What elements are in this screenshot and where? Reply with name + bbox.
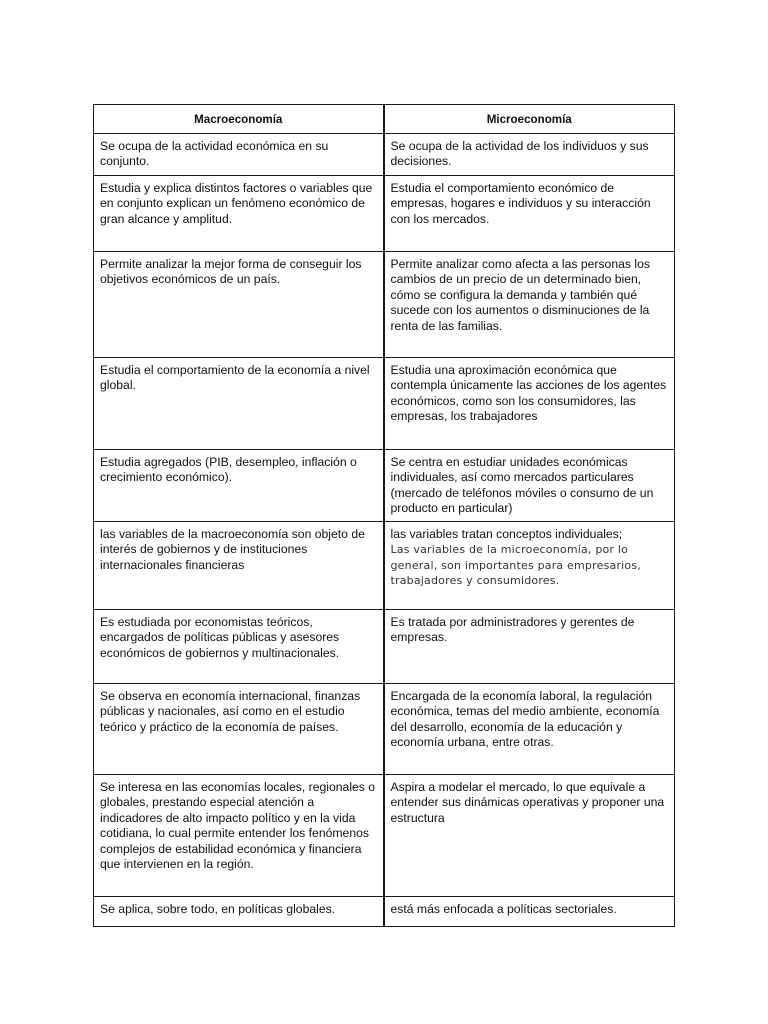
macro-cell: Se aplica, sobre todo, en políticas globales. [94,897,384,927]
table-row [94,897,675,927]
macro-cell: Se interesa en las economías locales, regionales o globales, prestando especial atención a indicadores de alto impacto político y en la vida cotidiana, lo cual permite entender los fenómenos complejos de estabilidad económica y financiera que intervienen en la región. [94,775,384,897]
micro-cell: Aspira a modelar el mercado, lo que equivale a entender sus dinámicas operativas y proponer una estructura [384,775,675,897]
table-header-row [94,105,675,134]
table-row [94,358,675,450]
table-row [94,775,675,897]
macro-cell: Permite analizar la mejor forma de conseguir los objetivos económicos de un país. [94,252,384,358]
micro-cell: Se ocupa de la actividad de los individuos y sus decisiones. [384,134,675,176]
table-row [94,252,675,358]
header-microeconomia: Microeconomía [384,105,675,134]
micro-cell-text: las variables tratan conceptos individuales; [390,527,623,541]
table-row [94,450,675,522]
table-row [94,610,675,684]
macro-cell: Estudia el comportamiento de la economía a nivel global. [94,358,384,450]
micro-cell: Es tratada por administradores y gerentes de empresas. [384,610,675,684]
micro-cell-note: Las variables de la microeconomía, por lo general, son importantes para empresarios, trabajadores y consumidores. [390,543,641,588]
table-row [94,176,675,252]
micro-cell: Se centra en estudiar unidades económicas individuales, así como mercados particulares (mercado de teléfonos móviles o consumo de un producto en particular) [384,450,675,522]
macro-cell: Se observa en economía internacional, finanzas públicas y nacionales, así como en el estudio teórico y práctico de la economía de países. [94,684,384,775]
macro-cell: Estudia y explica distintos factores o variables que en conjunto explican un fenómeno económico de gran alcance y amplitud. [94,176,384,252]
micro-cell: Encargada de la economía laboral, la regulación económica, temas del medio ambiente, economía del desarrollo, economía de la educación y economía urbana, entre otras. [384,684,675,775]
micro-cell: está más enfocada a políticas sectoriales. [384,897,675,927]
table-row [94,684,675,775]
macro-cell: Se ocupa de la actividad económica en su conjunto. [94,134,384,176]
header-macroeconomia: Macroeconomía [94,105,384,134]
micro-cell: Permite analizar como afecta a las personas los cambios de un precio de un determinado bien, cómo se configura la demanda y también qué sucede con los aumentos o disminuciones de la renta de las familias. [384,252,675,358]
macro-cell: las variables de la macroeconomía son objeto de interés de gobiernos y de instituciones internacionales financieras [94,522,384,610]
macro-cell: Es estudiada por economistas teóricos, encargados de políticas públicas y asesores económicos de gobiernos y multinacionales. [94,610,384,684]
table-row [94,522,675,610]
micro-cell: Estudia una aproximación económica que contempla únicamente las acciones de los agentes económicos, como son los consumidores, las empresas, los trabajadores [384,358,675,450]
micro-cell [384,522,675,610]
table-row [94,134,675,176]
comparison-table [93,104,675,927]
micro-cell: Estudia el comportamiento económico de empresas, hogares e individuos y su interacción con los mercados. [384,176,675,252]
macro-cell: Estudia agregados (PIB, desempleo, inflación o crecimiento económico). [94,450,384,522]
